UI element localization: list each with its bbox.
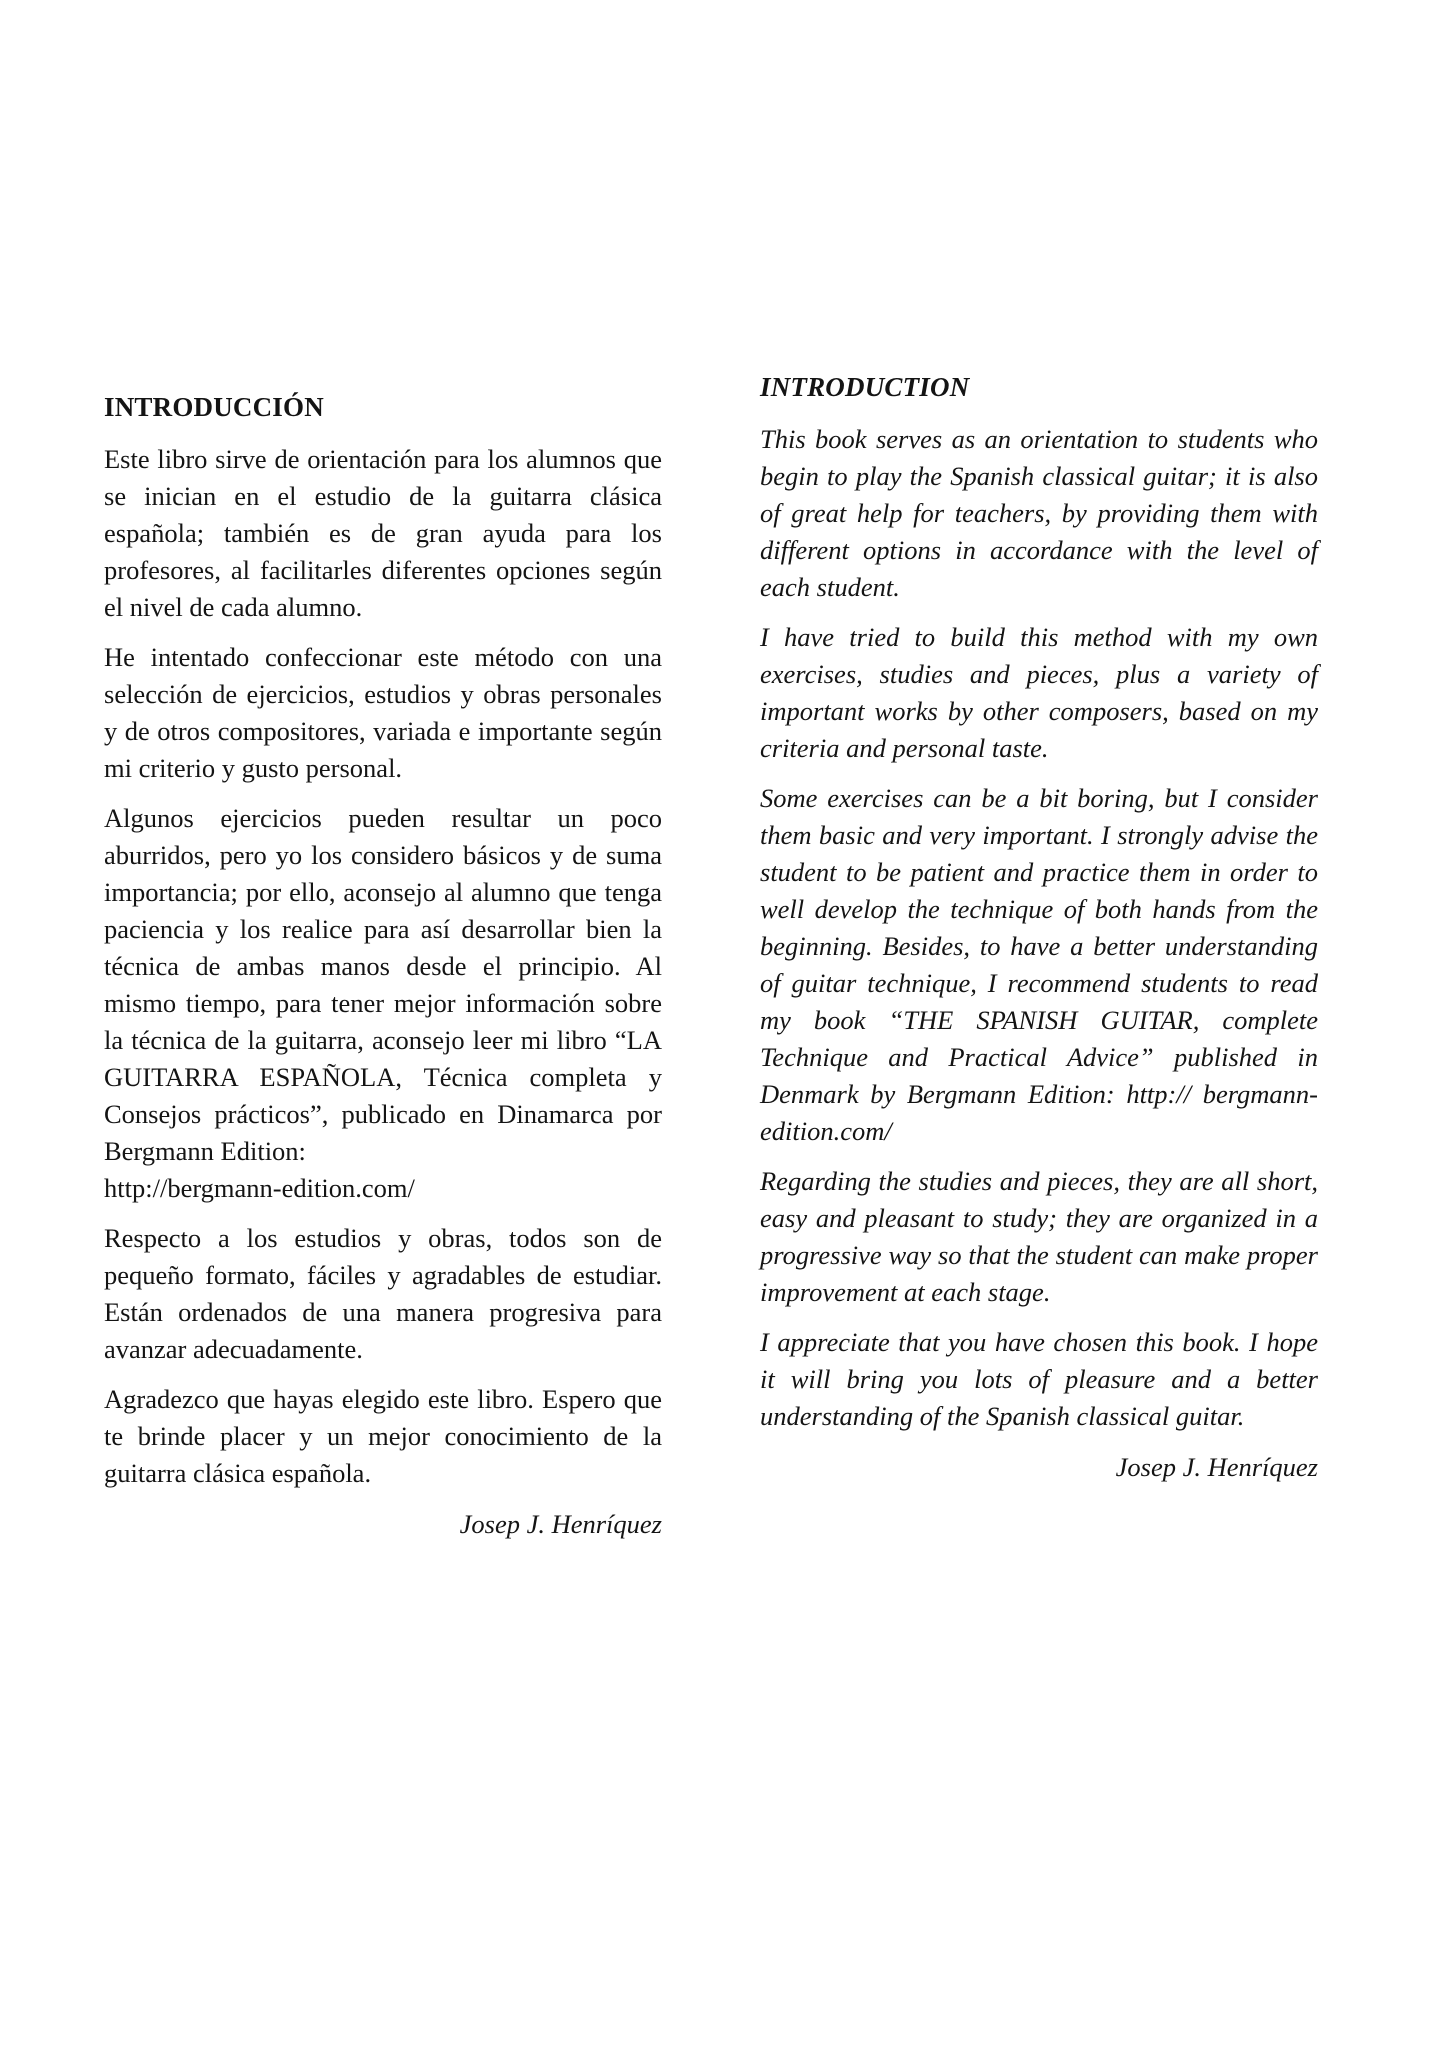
spanish-paragraph-2: He intentado confeccionar este método con una selección de ejercicios, estudios y obras personales y de otros compositores, variada e importante según mi criterio y gusto personal. — [104, 642, 662, 783]
english-paragraph-2: I have tried to build this method with my own exercises, studies and pieces, plus a variety of important works by other composers, based on my criteria and personal taste. — [760, 622, 1318, 763]
spanish-paragraph-3-text: Algunos ejercicios pueden resultar un poco aburridos, pero yo los considero básicos y de suma importancia; por ello, aconsejo al alumno que tenga paciencia y los realice para así desarrollar bien la técnica de ambas manos desde el principio. Al mismo tiempo, para tener mejor información sobre la técnica de la guitarra, aconsejo leer mi libro “LA GUITARRA ESPAÑOLA, Técnica completa y Consejos prácticos”, publicado en Dinamarca por Bergmann Edition: — [104, 803, 662, 1166]
publisher-url: http://bergmann-edition.com/ — [104, 1173, 415, 1203]
spanish-paragraph-1: Este libro sirve de orientación para los alumnos que se inician en el estudio de la guitarra clásica española; también es de gran ayuda para los profesores, al facilitarles diferentes opciones según el nivel de cada alumno. — [104, 444, 662, 622]
english-paragraph-4: Regarding the studies and pieces, they are all short, easy and pleasant to study; they are organized in a progressive way so that the student can make proper improvement at each stage. — [760, 1166, 1318, 1307]
english-signature: Josep J. Henríquez — [1115, 1452, 1318, 1482]
spanish-paragraph-4: Respecto a los estudios y obras, todos son de pequeño formato, fáciles y agradables de estudiar. Están ordenados de una manera progresiva para avanzar adecuadamente. — [104, 1223, 662, 1364]
english-paragraph-3: Some exercises can be a bit boring, but I consider them basic and very important. I strongly advise the student to be patient and practice them in order to well develop the technique of both hands from the beginning. Besides, to have a better understanding of guitar technique, I recommend students to read my book “THE SPANISH GUITAR, complete Technique and Practical Advice” published in Denmark by Bergmann Edition: http:// bergmann-edition.com/ — [760, 783, 1318, 1146]
english-paragraph-1: This book serves as an orientation to students who begin to play the Spanish classical guitar; it is also of great help for teachers, by providing them with different options in accordance with the level of each student. — [760, 424, 1318, 602]
spanish-paragraph-3 — [104, 800, 662, 1207]
spanish-heading: INTRODUCCIÓN — [104, 392, 324, 422]
english-introduction-column — [760, 370, 1318, 1486]
spanish-introduction-column — [104, 390, 662, 1543]
english-heading: INTRODUCTION — [760, 372, 970, 402]
english-paragraph-5: I appreciate that you have chosen this book. I hope it will bring you lots of pleasure and a better understanding of the Spanish classical guitar. — [760, 1327, 1318, 1431]
spanish-paragraph-5: Agradezco que hayas elegido este libro. Espero que te brinde placer y un mejor conocimiento de la guitarra clásica española. — [104, 1384, 662, 1488]
spanish-signature: Josep J. Henríquez — [459, 1509, 662, 1539]
